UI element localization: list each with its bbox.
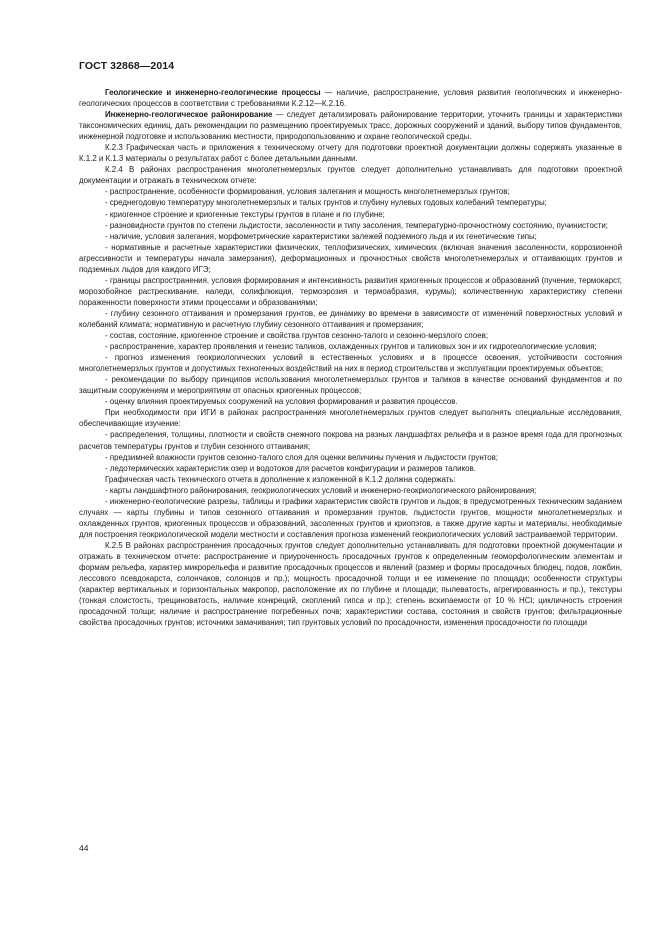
term-heading: Инженерно-геологическое районирование	[105, 110, 273, 120]
paragraph: Графическая часть технического отчета в дополнение к изложенной в К.1.2 должна содержать:	[105, 474, 456, 484]
list-item: - предзимней влажности грунтов сезонно-талого слоя для оценки величины пучения и льдистости грунтов;	[105, 452, 498, 462]
list-item: - распространение, характер проявления и генезис таликов, охлажденных грунтов и таликовых зон и их гидрогеологические условия;	[105, 342, 597, 352]
list-item: - среднегодовую температуру многолетнемерзлых и талых грунтов и глубину нулевых годовых колебаний температуры;	[105, 198, 547, 208]
list-item: - нормативные и расчетные характеристики физических, теплофизических, химических (включая значения засоленности, коррозионной агрессивности и температуры начала замерзания), деформационных и прочностных свойств многолетнемерзлых и оттаивающих грунтов и подземных льдов для каждого ИГЭ;	[79, 242, 622, 274]
list-item: - прогноз изменения геокриологических условий в естественных условиях и в процессе освоения, устойчивости состояния многолетнемерзлых грунтов и допустимых техногенных воздействий на них в период строительства и эксплуатации проектируемых объектов;	[79, 353, 622, 374]
paragraph-text: — следует детализировать районирование территории, уточнить границы и характеристики таксономических единиц, дать рекомендации по размещению проектируемых трасс, дорожных сооружений и зданий, выбору типов фундаментов, инженерной подготовке и использованию местности, природопользованию и охране геологической среды.	[79, 110, 622, 142]
paragraph: К.2.5 В районах распространения просадочных грунтов следует дополнительно устанавливать для подготовки проектной документации и отражать в техническом отчете: распространение и приуроченность просадочных грунтов к определенным геоморфологическим элементам и формам рельефа, характер микрорельефа и развитие просадочных процессов и явлений (размер и формы просадочных блюдец, подов, ложбин, лессового псевдокарста, солончаков, солонцов и пр.); мощность просадочной толщи и ее изменение по площади; особенности структуры (характер вертикальных и горизонтальных макропор, расположение их по глубине и площади; пылеватость, агрегированность и пр.), текстуры (тонкая слоистость, трещиноватость, наличие конкреций, скоплений гипса и пр.); степень вскипаемости от 10 % HCl; цикличность строения просадочной толщи; наличие и распространение погребенных почв; характеристики состава, состояния и свойств грунтов; фильтрационные свойства просадочных грунтов; источники замачивания; тип грунтовых условий по просадочности, изменения просадочности по площади	[79, 540, 622, 628]
paragraph: К.2.4 В районах распространения многолетнемерзлых грунтов следует дополнительно устанавливать для подготовки проектной документации и отражать в техническом отчете:	[79, 165, 622, 186]
list-item: - ледотермических характеристик озер и водотоков для расчетов конфигурации и размеров таликов.	[105, 463, 476, 473]
list-item: - границы распространения, условия формирования и интенсивность развития криогенных процессов и образований (пучение, термокарст, морозобойное растрескивание, наледи, солифлюкция, термоэрозия и термоабразия, курумы); количественную характеристику степени пораженности поверхности этими процессами и образованиями;	[79, 275, 622, 307]
list-item: - карты ландшафтного районирования, геокриологических условий и инженерно-геокриологического районирования;	[105, 485, 537, 495]
list-item: - рекомендации по выбору принципов использования многолетнемерзлых грунтов и таликов в качестве оснований фундаментов и по защитным сооружениям и мероприятиям от опасных криогенных процессов;	[79, 375, 622, 396]
list-item: - распределения, толщины, плотности и свойств снежного покрова на разных ландшафтах рельефа и в разное время года для прогнозных расчетов температуры грунтов и глубин сезонного оттаивания;	[79, 430, 622, 451]
paragraph: К.2.3 Графическая часть и приложения к техническому отчету для подготовки проектной документации должны содержать указанные в К.1.2 и К.1.3 материалы о результатах работ с более детальными данными.	[79, 143, 622, 164]
document-body	[79, 87, 622, 628]
paragraph-text: — наличие, распространение, условия развития геологических и инженерно-геологических процессов в соответствии с требованиями К.2.12—К.2.16.	[79, 88, 622, 109]
list-item: - глубину сезонного оттаивания и промерзания грунтов, ее динамику во времени в зависимости от изменений поверхностных условий и колебаний климата; нормативную и расчетную глубину сезонного оттаивания и промерзания;	[79, 308, 622, 329]
list-item: - оценку влияния проектируемых сооружений на условия формирования и развития процессов.	[105, 397, 458, 407]
list-item: - наличие, условия залегания, морфометрические характеристики залежей подземного льда и их генетические типы;	[105, 231, 537, 241]
list-item: - разновидности грунтов по степени льдистости, засоленности и типу засоления, температурно-прочностному состоянию, пучинистости;	[105, 220, 608, 230]
list-item: - распространение, особенности формирования, условия залегания и мощность многолетнемерзлых грунтов;	[105, 187, 510, 197]
paragraph	[79, 87, 622, 109]
paragraph: При необходимости при ИГИ в районах распространения многолетнемерзлых грунтов следует выполнять специальные исследования, обеспечивающие изучение:	[79, 408, 622, 429]
list-item: - состав, состояние, криогенное строение и свойства грунтов сезонно-талого и сезонно-мерзлого слоев;	[105, 331, 489, 341]
page-number: 44	[79, 843, 89, 853]
paragraph	[79, 109, 622, 142]
list-item: - криогенное строение и криогенные текстуры грунтов в плане и по глубине;	[105, 209, 385, 219]
term-heading: Геологические и инженерно-геологические процессы	[105, 88, 321, 97]
document-header: ГОСТ 32868—2014	[79, 60, 175, 72]
list-item: - инженерно-геологические разрезы, таблицы и графики характеристик свойств грунтов и льдов; в предусмотренных техническим заданием случаях — карты глубины и типов сезонного оттаивания и промерзания грунтов, льдистости грунтов, мощности многолетнемерзлых и охлажденных грунтов, криогенных процессов и образований, засоленных грунтов и криопэгов, а также другие карты и материалы, необходимые для построения геокриологической модели местности и составления прогноза изменений геокриологических условий застраиваемой территории.	[79, 496, 622, 539]
